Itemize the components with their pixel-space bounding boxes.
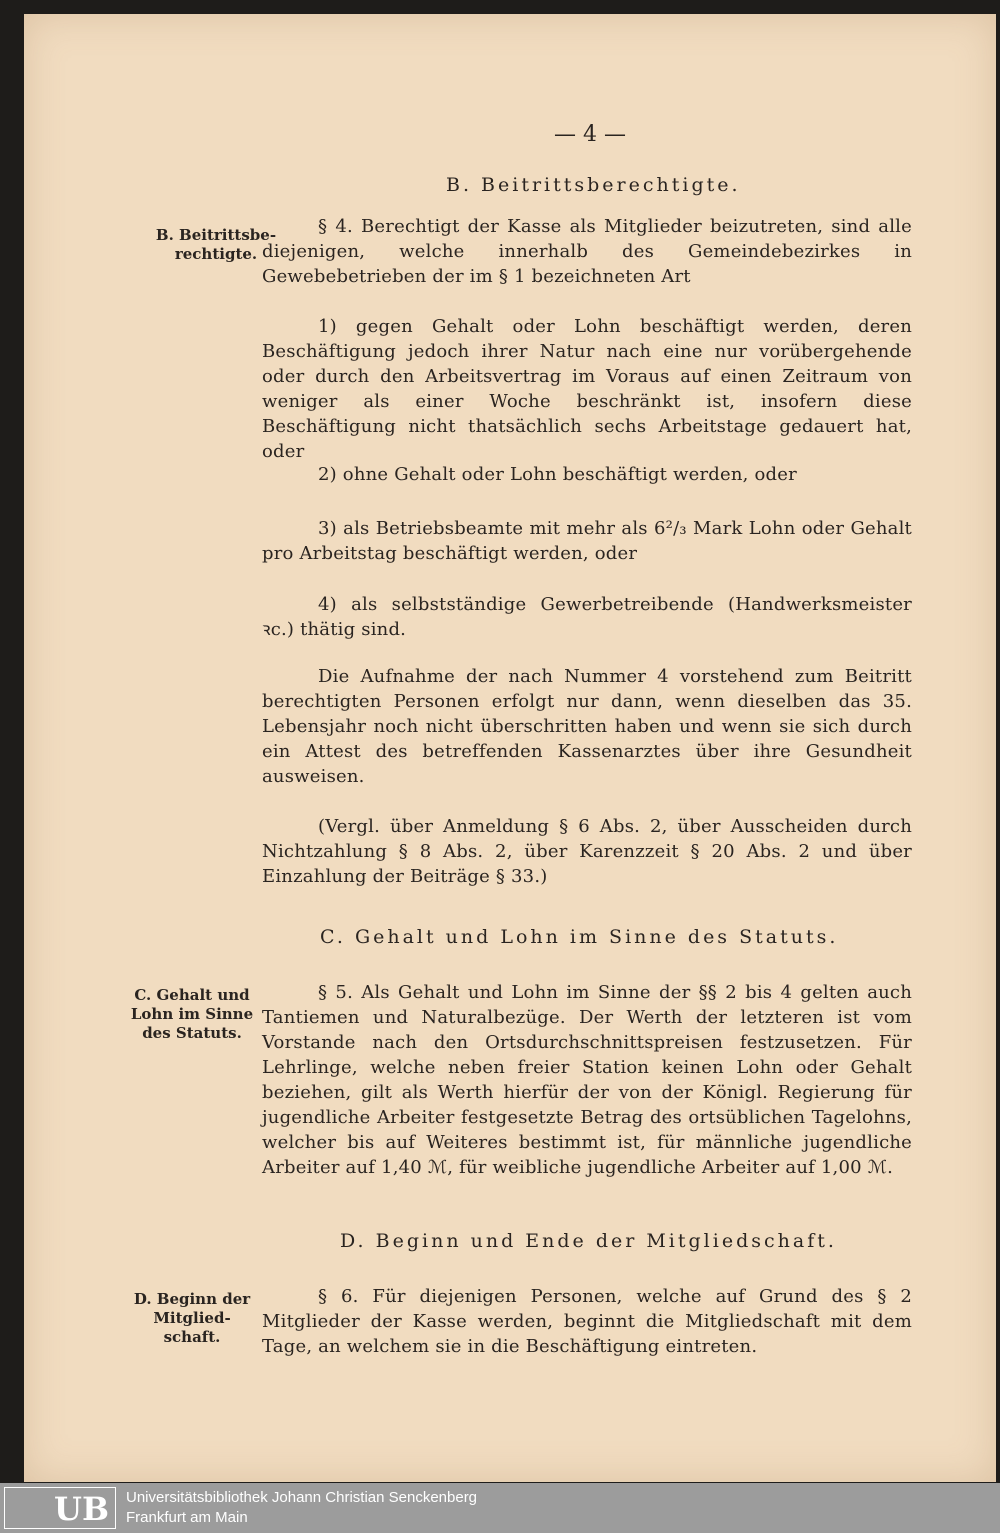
paragraph: 3) als Betriebsbeamte mit mehr als 6²/₃ Mark Lohn oder Gehalt pro Arbeitstag beschäftigt werden, oder [262, 518, 912, 564]
paragraph: 2) ohne Gehalt oder Lohn beschäftigt werden, oder [318, 464, 797, 485]
ub-logo: UB [4, 1487, 116, 1529]
paragraph: 4) als selbstständige Gewerbetreibende (Handwerksmeister ꝛc.) thätig sind. [262, 594, 912, 640]
section-heading-d: D. Beginn und Ende der Mitgliedschaft. [340, 1230, 837, 1252]
paragraph: Die Aufnahme der nach Nummer 4 vorstehend zum Beitritt berechtigten Personen erfolgt nur dann, wenn dieselben das 35. Lebensjahr noch nicht überschritten haben und wenn sie sich durch ein Attest des betreffenden Kassenarztes über ihre Gesundheit ausweisen. [262, 666, 912, 787]
paragraph: § 6. Für diejenigen Personen, welche auf Grund des § 2 Mitglieder der Kasse werden, beginnt die Mitgliedschaft mit dem Tage, an welchem sie in die Beschäftigung eintreten. [262, 1286, 912, 1357]
paragraph: 1) gegen Gehalt oder Lohn beschäftigt werden, deren Beschäftigung jedoch ihrer Natur nach eine nur vorübergehende oder durch den Arbeitsvertrag im Voraus auf einen Zeitraum von weniger als einer Woche beschränkt ist, insofern diese Beschäftigung nicht thatsächlich sechs Arbeitstage gedauert hat, oder [262, 316, 912, 462]
document-page [24, 14, 996, 1482]
library-footer [0, 1483, 1000, 1533]
margin-note-b: B. Beitrittsbe-rechtigte. [155, 226, 277, 263]
library-name: Universitätsbibliothek Johann Christian Senckenberg [126, 1489, 478, 1506]
page-number: — 4 — [554, 122, 626, 147]
margin-note-d: D. Beginn der Mitglied-schaft. [133, 1290, 251, 1346]
paragraph: § 5. Als Gehalt und Lohn im Sinne der §§ 2 bis 4 gelten auch Tantiemen und Naturalbezüge. Der Werth der letzteren ist vom Vorstande nach den Ortsdurchschnittspreisen festzusetzen. Für Lehrlinge, welche neben freier Station keinen Lohn oder Gehalt beziehen, gilt als Werth hierfür der von der Königl. Regierung für jugendliche Arbeiter festgesetzte Betrag des ortsüblichen Tagelohns, welcher bis auf Weiteres bestimmt ist, für männliche jugendliche Arbeiter auf 1,40 ℳ, für weibliche jugendliche Arbeiter auf 1,00 ℳ. [262, 982, 912, 1178]
section-heading-b: B. Beitrittsberechtigte. [446, 174, 741, 196]
section-heading-c: C. Gehalt und Lohn im Sinne des Statuts. [320, 926, 839, 948]
margin-note-c: C. Gehalt und Lohn im Sinne des Statuts. [130, 986, 254, 1042]
paragraph: § 4. Berechtigt der Kasse als Mitglieder beizutreten, sind alle diejenigen, welche innerhalb des Gemeindebezirkes in Gewebebetrieben der im § 1 bezeichneten Art [262, 216, 912, 287]
library-city: Frankfurt am Main [126, 1509, 248, 1526]
paragraph: (Vergl. über Anmeldung § 6 Abs. 2, über Ausscheiden durch Nichtzahlung § 8 Abs. 2, über Karenzzeit § 20 Abs. 2 und über Einzahlung der Beiträge § 33.) [262, 816, 912, 887]
